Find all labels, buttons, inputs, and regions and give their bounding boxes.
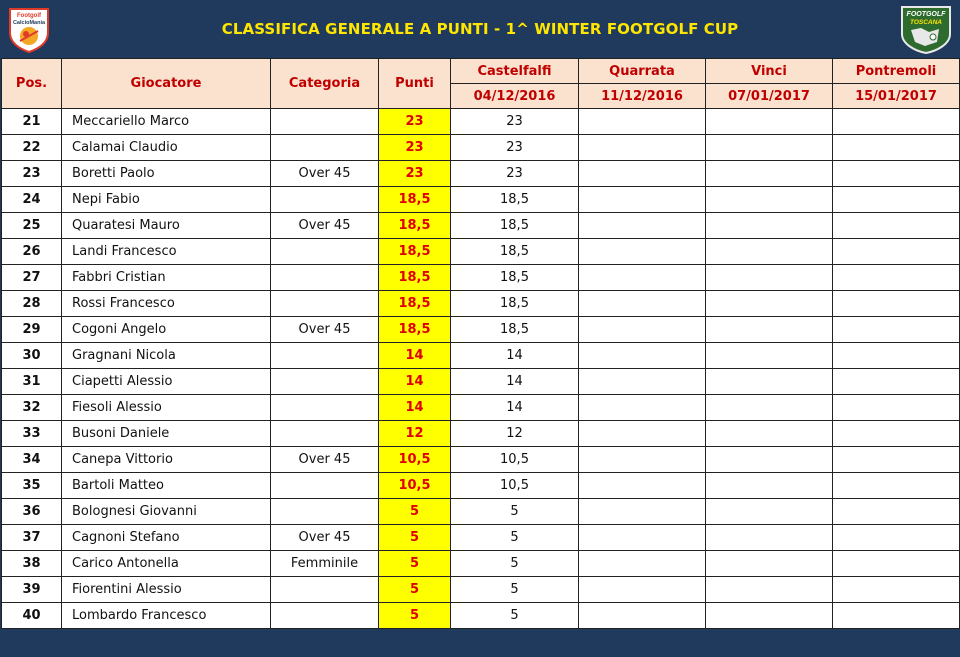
event-score-cell: [579, 577, 706, 603]
event-score-cell: [833, 473, 960, 499]
event-score-cell: 5: [451, 551, 579, 577]
footgolf-toscana-logo: [899, 4, 953, 54]
event-score-cell: [833, 161, 960, 187]
table-row: [2, 109, 960, 135]
event-score-cell: [706, 473, 833, 499]
table-row: [2, 187, 960, 213]
event-score-cell: 18,5: [451, 291, 579, 317]
event-score-cell: [706, 239, 833, 265]
event-score-cell: [706, 551, 833, 577]
category-cell: [271, 603, 379, 629]
points-cell: 5: [379, 603, 451, 629]
event-score-cell: 5: [451, 603, 579, 629]
event-score-cell: [579, 447, 706, 473]
event-score-cell: [706, 135, 833, 161]
svg-text:TOSCANA: TOSCANA: [909, 19, 943, 26]
position-cell: 30: [2, 343, 62, 369]
col-header-category: Categoria: [271, 59, 379, 109]
table-row: [2, 577, 960, 603]
event-score-cell: [833, 551, 960, 577]
category-cell: Over 45: [271, 161, 379, 187]
table-row: [2, 421, 960, 447]
table-row: [2, 395, 960, 421]
points-cell: 18,5: [379, 265, 451, 291]
event-score-cell: [579, 291, 706, 317]
position-cell: 37: [2, 525, 62, 551]
event-score-cell: [706, 317, 833, 343]
category-cell: [271, 291, 379, 317]
position-cell: 23: [2, 161, 62, 187]
position-cell: 28: [2, 291, 62, 317]
event-score-cell: [579, 395, 706, 421]
event-score-cell: [706, 525, 833, 551]
player-name-cell: Fiesoli Alessio: [62, 395, 271, 421]
position-cell: 38: [2, 551, 62, 577]
position-cell: 31: [2, 369, 62, 395]
event-score-cell: [706, 213, 833, 239]
page-title: CLASSIFICA GENERALE A PUNTI - 1^ WINTER FOOTGOLF CUP: [221, 20, 739, 38]
event-score-cell: [706, 395, 833, 421]
points-cell: 12: [379, 421, 451, 447]
event-score-cell: [579, 369, 706, 395]
table-row: [2, 239, 960, 265]
event-score-cell: 14: [451, 369, 579, 395]
table-row: [2, 291, 960, 317]
player-name-cell: Meccariello Marco: [62, 109, 271, 135]
col-header-event-name: Pontremoli: [833, 59, 960, 84]
position-cell: 36: [2, 499, 62, 525]
player-name-cell: Calamai Claudio: [62, 135, 271, 161]
table-row: [2, 213, 960, 239]
position-cell: 40: [2, 603, 62, 629]
points-cell: 5: [379, 525, 451, 551]
player-name-cell: Boretti Paolo: [62, 161, 271, 187]
event-score-cell: [833, 447, 960, 473]
table-row: [2, 265, 960, 291]
event-score-cell: [833, 343, 960, 369]
category-cell: Over 45: [271, 447, 379, 473]
position-cell: 34: [2, 447, 62, 473]
points-cell: 5: [379, 577, 451, 603]
category-cell: Over 45: [271, 525, 379, 551]
table-row: [2, 135, 960, 161]
event-score-cell: [833, 109, 960, 135]
event-score-cell: [833, 135, 960, 161]
standings-body: [2, 109, 960, 629]
event-score-cell: [706, 187, 833, 213]
player-name-cell: Landi Francesco: [62, 239, 271, 265]
event-score-cell: [706, 291, 833, 317]
event-score-cell: [579, 109, 706, 135]
col-header-event-name: Quarrata: [579, 59, 706, 84]
position-cell: 25: [2, 213, 62, 239]
player-name-cell: Rossi Francesco: [62, 291, 271, 317]
standings-table-container: [0, 58, 960, 629]
event-score-cell: 18,5: [451, 239, 579, 265]
event-score-cell: [833, 239, 960, 265]
event-score-cell: 23: [451, 109, 579, 135]
table-row: [2, 603, 960, 629]
event-score-cell: 23: [451, 161, 579, 187]
category-cell: [271, 343, 379, 369]
points-cell: 5: [379, 551, 451, 577]
event-score-cell: [706, 369, 833, 395]
col-header-event-name: Castelfalfi: [451, 59, 579, 84]
event-score-cell: [833, 213, 960, 239]
event-score-cell: [833, 395, 960, 421]
player-name-cell: Busoni Daniele: [62, 421, 271, 447]
svg-text:FOOTGOLF: FOOTGOLF: [906, 11, 946, 18]
event-score-cell: 23: [451, 135, 579, 161]
event-score-cell: [706, 161, 833, 187]
category-cell: [271, 421, 379, 447]
points-cell: 18,5: [379, 187, 451, 213]
col-header-event-name: Vinci: [706, 59, 833, 84]
event-score-cell: [833, 525, 960, 551]
footer-bar: [0, 634, 960, 657]
svg-text:Footgolf: Footgolf: [17, 13, 41, 19]
points-cell: 10,5: [379, 447, 451, 473]
event-score-cell: 10,5: [451, 447, 579, 473]
table-row: [2, 317, 960, 343]
table-row: [2, 447, 960, 473]
event-score-cell: [579, 187, 706, 213]
points-cell: 18,5: [379, 317, 451, 343]
event-score-cell: [579, 603, 706, 629]
event-score-cell: 18,5: [451, 317, 579, 343]
category-cell: Over 45: [271, 317, 379, 343]
position-cell: 26: [2, 239, 62, 265]
event-score-cell: [579, 317, 706, 343]
points-cell: 18,5: [379, 213, 451, 239]
col-header-player: Giocatore: [62, 59, 271, 109]
svg-text:CalcioMania: CalcioMania: [12, 20, 46, 26]
category-cell: [271, 499, 379, 525]
points-cell: 23: [379, 135, 451, 161]
event-score-cell: 18,5: [451, 187, 579, 213]
category-cell: [271, 369, 379, 395]
player-name-cell: Fiorentini Alessio: [62, 577, 271, 603]
event-score-cell: [706, 343, 833, 369]
category-cell: [271, 135, 379, 161]
event-score-cell: [579, 499, 706, 525]
player-name-cell: Gragnani Nicola: [62, 343, 271, 369]
col-header-event-date: 04/12/2016: [451, 84, 579, 109]
position-cell: 22: [2, 135, 62, 161]
position-cell: 33: [2, 421, 62, 447]
player-name-cell: Nepi Fabio: [62, 187, 271, 213]
category-cell: Femminile: [271, 551, 379, 577]
points-cell: 5: [379, 499, 451, 525]
event-score-cell: [833, 317, 960, 343]
event-score-cell: [579, 525, 706, 551]
event-score-cell: [706, 603, 833, 629]
col-header-event-date: 11/12/2016: [579, 84, 706, 109]
event-score-cell: [833, 291, 960, 317]
position-cell: 39: [2, 577, 62, 603]
table-row: [2, 343, 960, 369]
event-score-cell: [579, 161, 706, 187]
event-score-cell: [706, 499, 833, 525]
col-header-event-date: 07/01/2017: [706, 84, 833, 109]
player-name-cell: Ciapetti Alessio: [62, 369, 271, 395]
table-row: [2, 551, 960, 577]
category-cell: [271, 265, 379, 291]
title-banner: [0, 0, 960, 58]
position-cell: 21: [2, 109, 62, 135]
event-score-cell: [579, 343, 706, 369]
event-score-cell: [833, 421, 960, 447]
player-name-cell: Bartoli Matteo: [62, 473, 271, 499]
points-cell: 14: [379, 395, 451, 421]
event-score-cell: [579, 239, 706, 265]
category-cell: [271, 239, 379, 265]
event-score-cell: [833, 603, 960, 629]
player-name-cell: Cagnoni Stefano: [62, 525, 271, 551]
event-score-cell: 18,5: [451, 265, 579, 291]
category-cell: [271, 473, 379, 499]
event-score-cell: [579, 473, 706, 499]
table-row: [2, 525, 960, 551]
position-cell: 24: [2, 187, 62, 213]
header-row: [2, 59, 960, 84]
col-header-event-date: 15/01/2017: [833, 84, 960, 109]
table-row: [2, 499, 960, 525]
points-cell: 14: [379, 369, 451, 395]
event-score-cell: [579, 213, 706, 239]
event-score-cell: 18,5: [451, 213, 579, 239]
points-cell: 23: [379, 109, 451, 135]
player-name-cell: Quaratesi Mauro: [62, 213, 271, 239]
player-name-cell: Bolognesi Giovanni: [62, 499, 271, 525]
event-score-cell: [833, 499, 960, 525]
position-cell: 35: [2, 473, 62, 499]
event-score-cell: [833, 187, 960, 213]
event-score-cell: [579, 551, 706, 577]
event-score-cell: [579, 265, 706, 291]
category-cell: [271, 395, 379, 421]
event-score-cell: 10,5: [451, 473, 579, 499]
category-cell: [271, 187, 379, 213]
event-score-cell: [706, 109, 833, 135]
event-score-cell: [579, 421, 706, 447]
event-score-cell: [579, 135, 706, 161]
position-cell: 27: [2, 265, 62, 291]
event-score-cell: [833, 369, 960, 395]
event-score-cell: [706, 265, 833, 291]
event-score-cell: 5: [451, 499, 579, 525]
category-cell: [271, 109, 379, 135]
event-score-cell: [706, 577, 833, 603]
event-score-cell: [833, 577, 960, 603]
col-header-points: Punti: [379, 59, 451, 109]
event-score-cell: 14: [451, 395, 579, 421]
table-row: [2, 369, 960, 395]
event-score-cell: [833, 265, 960, 291]
event-score-cell: 12: [451, 421, 579, 447]
points-cell: 14: [379, 343, 451, 369]
player-name-cell: Carico Antonella: [62, 551, 271, 577]
player-name-cell: Lombardo Francesco: [62, 603, 271, 629]
event-score-cell: [706, 447, 833, 473]
player-name-cell: Fabbri Cristian: [62, 265, 271, 291]
category-cell: [271, 577, 379, 603]
points-cell: 18,5: [379, 239, 451, 265]
player-name-cell: Cogoni Angelo: [62, 317, 271, 343]
position-cell: 32: [2, 395, 62, 421]
event-score-cell: 5: [451, 525, 579, 551]
player-name-cell: Canepa Vittorio: [62, 447, 271, 473]
col-header-pos: Pos.: [2, 59, 62, 109]
category-cell: Over 45: [271, 213, 379, 239]
event-score-cell: [706, 421, 833, 447]
position-cell: 29: [2, 317, 62, 343]
standings-table: [1, 58, 960, 629]
points-cell: 18,5: [379, 291, 451, 317]
event-score-cell: 14: [451, 343, 579, 369]
points-cell: 23: [379, 161, 451, 187]
points-cell: 10,5: [379, 473, 451, 499]
table-row: [2, 473, 960, 499]
event-score-cell: 5: [451, 577, 579, 603]
table-row: [2, 161, 960, 187]
